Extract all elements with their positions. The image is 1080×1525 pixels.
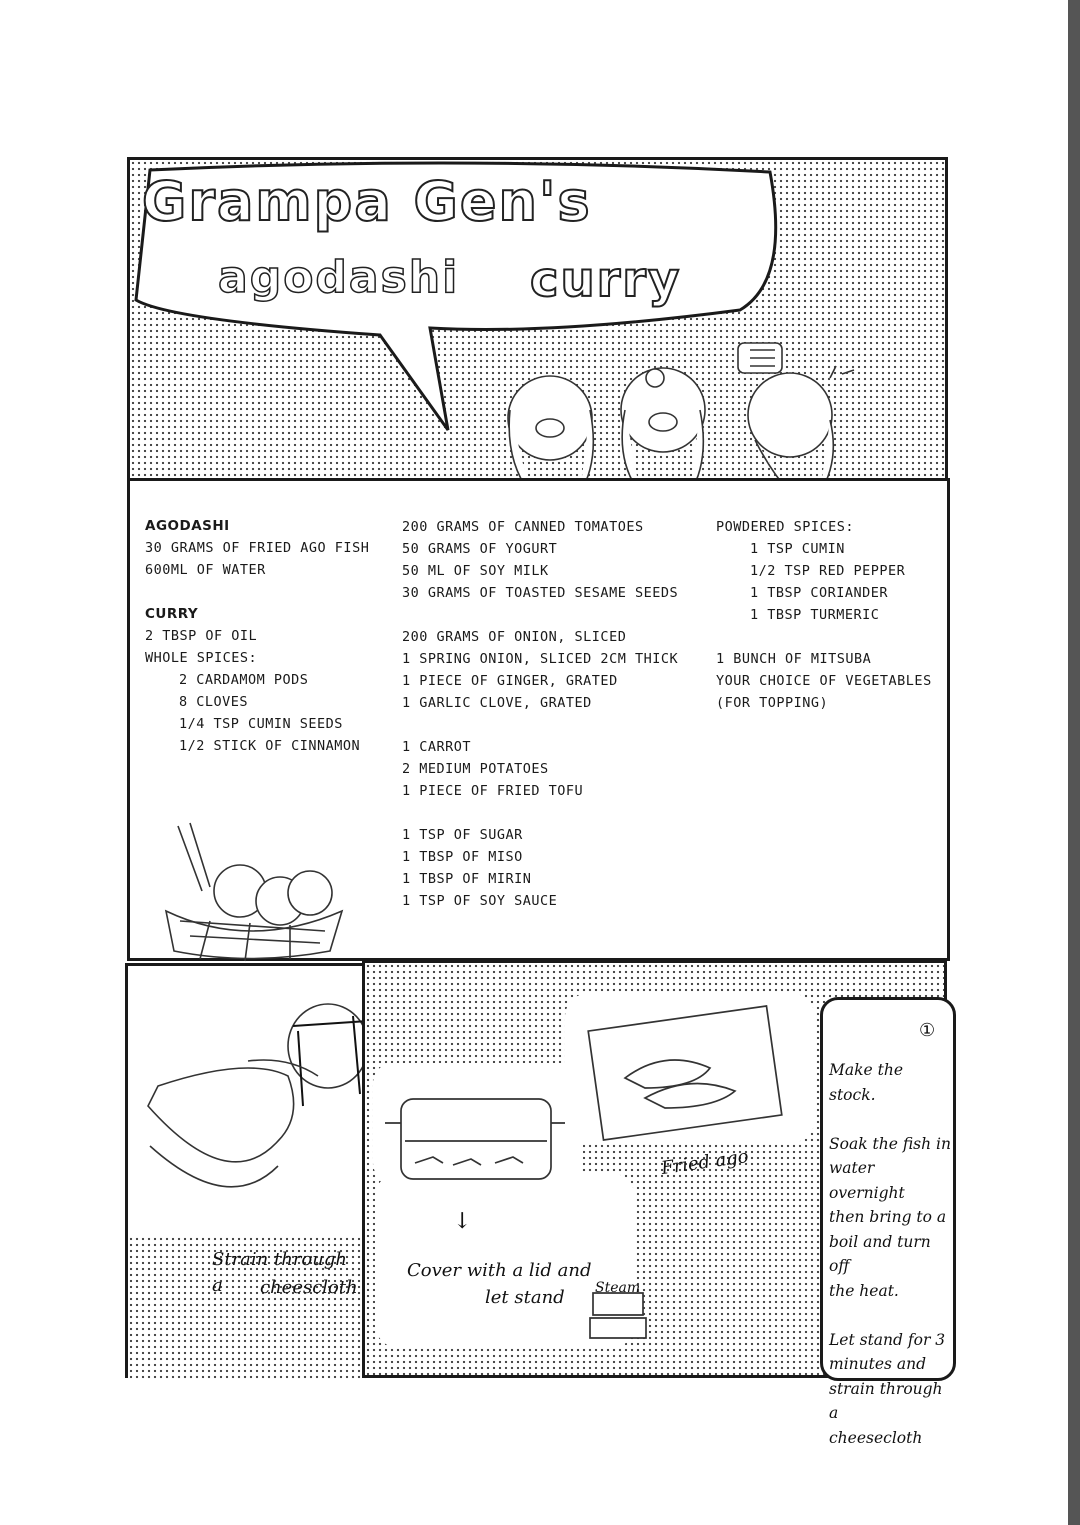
characters-illustration xyxy=(130,160,951,493)
strain-panel xyxy=(125,963,365,1378)
strain-illustration xyxy=(128,966,368,1381)
instruction-line: strain through a xyxy=(829,1379,943,1422)
ingredient-line: 2 MEDIUM POTATOES xyxy=(402,761,549,777)
strain-caption-line-2: cheescloth xyxy=(260,1277,358,1298)
cover-caption-line-2: let stand xyxy=(485,1287,565,1308)
ingredient-line: WHOLE SPICES: xyxy=(145,650,258,666)
ingredient-line: 1/2 STICK OF CINNAMON xyxy=(179,738,361,754)
instruction-spacer xyxy=(829,1303,953,1328)
ingredient-line: 1 TBSP OF MISO xyxy=(402,849,523,865)
ingredient-line: 1 PIECE OF GINGER, GRATED xyxy=(402,673,618,689)
title-line-1: Grampa Gen's xyxy=(142,170,592,233)
ingredient-heading: CURRY xyxy=(145,606,199,622)
instruction-line: minutes and xyxy=(829,1355,927,1373)
ingredient-line: (FOR TOPPING) xyxy=(716,695,829,711)
instructions-text xyxy=(829,1058,953,1450)
instruction-line: then bring to a xyxy=(829,1208,947,1226)
ingredients-panel xyxy=(127,478,950,961)
ingredient-line: YOUR CHOICE OF VEGETABLES xyxy=(716,673,932,689)
instruction-spacer xyxy=(829,1107,953,1132)
instruction-line: cheesecloth xyxy=(829,1428,923,1447)
page-edge-bar xyxy=(1068,0,1080,1525)
title-panel xyxy=(127,157,948,490)
ingredient-line: 200 GRAMS OF ONION, SLICED xyxy=(402,629,627,645)
stock-panel xyxy=(362,960,951,1447)
instruction-line: water overnight xyxy=(829,1159,905,1202)
ingredient-line: 50 GRAMS OF YOGURT xyxy=(402,541,558,557)
ingredient-line: 1 TSP CUMIN xyxy=(750,541,845,557)
vegetable-basket-illustration xyxy=(130,481,953,964)
title-line-2-curry: curry xyxy=(530,252,682,308)
ingredient-line: 1/4 TSP CUMIN SEEDS xyxy=(179,716,343,732)
ingredient-line: 2 TBSP OF OIL xyxy=(145,628,258,644)
cover-caption-line-1: Cover with a lid and xyxy=(407,1260,592,1281)
ingredient-heading: AGODASHI xyxy=(145,518,230,534)
ingredient-line: 1 TSP OF SUGAR xyxy=(402,827,523,843)
instructions-box xyxy=(820,997,956,1447)
down-arrow: ↓ xyxy=(453,1209,472,1234)
strain-caption-line-1: Strain through a xyxy=(212,1249,347,1296)
ingredient-line: 2 CARDAMOM PODS xyxy=(179,672,309,688)
ingredient-line: 600ML OF WATER xyxy=(145,562,266,578)
ingredient-line: 8 CLOVES xyxy=(179,694,249,710)
ingredient-line: 30 GRAMS OF FRIED AGO FISH xyxy=(145,540,370,556)
ingredient-line: POWDERED SPICES: xyxy=(716,519,855,535)
ingredient-line: 1 BUNCH OF MITSUBA xyxy=(716,651,872,667)
ingredient-line: 200 GRAMS OF CANNED TOMATOES xyxy=(402,519,644,535)
instruction-line: boil and turn off xyxy=(829,1232,931,1275)
ingredient-line: 1 PIECE OF FRIED TOFU xyxy=(402,783,584,799)
fried-ago-label: Fried ago xyxy=(659,1145,750,1180)
ingredient-line: 30 GRAMS OF TOASTED SESAME SEEDS xyxy=(402,585,679,601)
ingredient-line: 1 GARLIC CLOVE, GRATED xyxy=(402,695,592,711)
title-line-2-agodashi: agodashi xyxy=(218,252,460,303)
ingredient-line: 1 TBSP OF MIRIN xyxy=(402,871,532,887)
instruction-line: the heat. xyxy=(829,1281,899,1300)
step-number: ① xyxy=(919,1020,936,1041)
instruction-line: Make the stock. xyxy=(829,1061,903,1104)
ingredient-line: 1 TBSP TURMERIC xyxy=(750,607,880,623)
ingredient-line: 50 ML OF SOY MILK xyxy=(402,563,549,579)
ingredient-line: 1 TSP OF SOY SAUCE xyxy=(402,893,558,909)
ingredient-line: 1/2 TSP RED PEPPER xyxy=(750,563,906,579)
instruction-line: Soak the fish in xyxy=(829,1134,951,1153)
ingredient-line: 1 TBSP CORIANDER xyxy=(750,585,889,601)
ingredient-line: 1 CARROT xyxy=(402,739,472,755)
instruction-line: Let stand for 3 xyxy=(829,1330,946,1349)
ingredient-line: 1 SPRING ONION, SLICED 2CM THICK xyxy=(402,651,679,667)
steam-label: Steam xyxy=(595,1280,641,1296)
